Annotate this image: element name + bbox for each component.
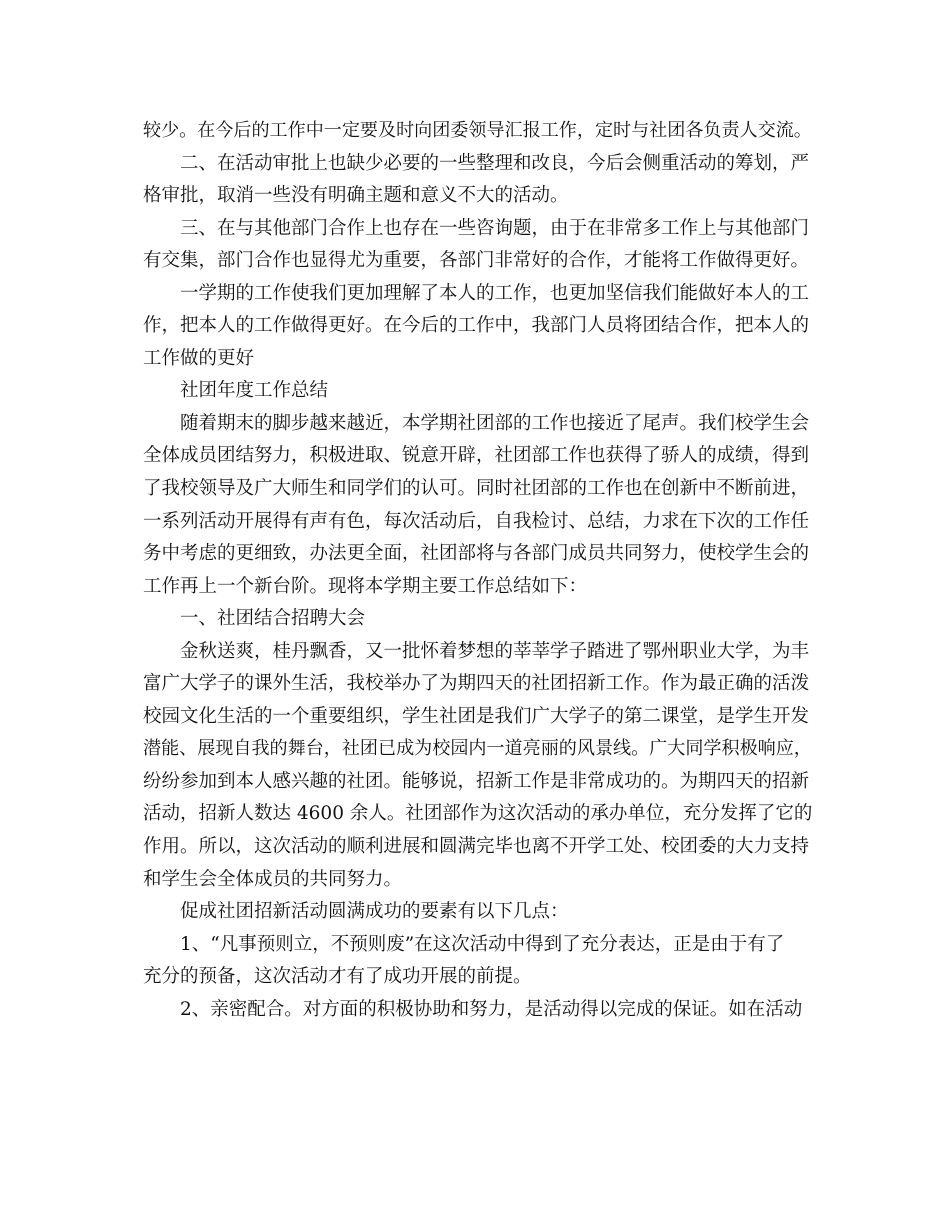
text-line: 随着期末的脚步越来越近，本学期社团部的工作也接近了尾声。我们校学生会	[180, 412, 810, 434]
text-line: 金秋送爽，桂丹飘香，又一批怀着梦想的莘莘学子踏进了鄂州职业大学，为丰	[180, 640, 810, 662]
text-line: 促成社团招新活动圆满成功的要素有以下几点：	[180, 901, 569, 923]
text-line: 一系列活动开展得有声有色，每次活动后，自我检讨、总结，力求在下次的工作任	[143, 510, 810, 532]
text-line: 了我校领导及广大师生和同学们的认可。同时社团部的工作也在创新中不断前进，	[143, 478, 810, 500]
text-line: 潜能、展现自我的舞台，社团已成为校园内一道亮丽的风景线。广大同学积极响应，	[143, 738, 812, 760]
text-line: 活动，招新人数达 4600 余人。社团部作为这次活动的承办单位，充分发挥了它的	[143, 803, 813, 825]
text-line: 务中考虑的更细致，办法更全面，社团部将与各部门成员共同努力，使校学生会的	[143, 543, 810, 565]
text-line: 2、亲密配合。对方面的积极协助和努力，是活动得以完成的保证。如在活动	[180, 998, 803, 1020]
text-line: 纷纷参加到本人感兴趣的社团。能够说，招新工作是非常成功的。为期四天的招新	[143, 770, 810, 792]
text-line: 一学期的工作使我们更加理解了本人的工作，也更加坚信我们能做好本人的工	[180, 282, 810, 304]
text-line: 工作做的更好	[143, 347, 255, 369]
text-line: 和学生会全体成员的共同努力。	[143, 868, 403, 890]
text-line: 有交集，部门合作也显得尤为重要，各部门非常好的合作，才能将工作做得更好。	[143, 250, 810, 272]
section-heading: 一、社团结合招聘大会	[180, 608, 366, 630]
text-line: 作，把本人的工作做得更好。在今后的工作中，我部门人员将团结合作，把本人的	[143, 315, 810, 337]
text-line: 工作再上一个新台阶。现将本学期主要工作总结如下：	[143, 575, 588, 597]
text-line: 作用。所以，这次活动的顺利进展和圆满完毕也离不开学工处、校团委的大力支持	[143, 836, 810, 858]
text-line: 三、在与其他部门合作上也存在一些咨询题，由于在非常多工作上与其他部门	[180, 217, 810, 239]
text-line: 较少。在今后的工作中一定要及时向团委领导汇报工作，定时与社团各负责人交流。	[143, 120, 812, 141]
text-line: 富广大学子的课外生活，我校举办了为期四天的社团招新工作。作为最正确的活泼	[143, 673, 810, 695]
text-line: 二、在活动审批上也缺少必要的一些整理和改良，今后会侧重活动的筹划，严	[180, 152, 810, 174]
text-line: 1、“凡事预则立，不预则废”在这次活动中得到了充分表达，正是由于有了	[180, 933, 785, 955]
text-line: 校园文化生活的一个重要组织，学生社团是我们广大学子的第二课堂，是学生开发	[143, 705, 810, 727]
text-line: 全体成员团结努力，积极进取、锐意开辟，社团部工作也获得了骄人的成绩，得到	[143, 445, 810, 467]
text-line: 充分的预备，这次活动才有了成功开展的前提。	[143, 966, 532, 988]
section-heading: 社团年度工作总结	[180, 380, 329, 402]
text-line: 格审批，取消一些没有明确主题和意义不大的活动。	[143, 185, 569, 207]
document-body	[143, 115, 813, 1026]
